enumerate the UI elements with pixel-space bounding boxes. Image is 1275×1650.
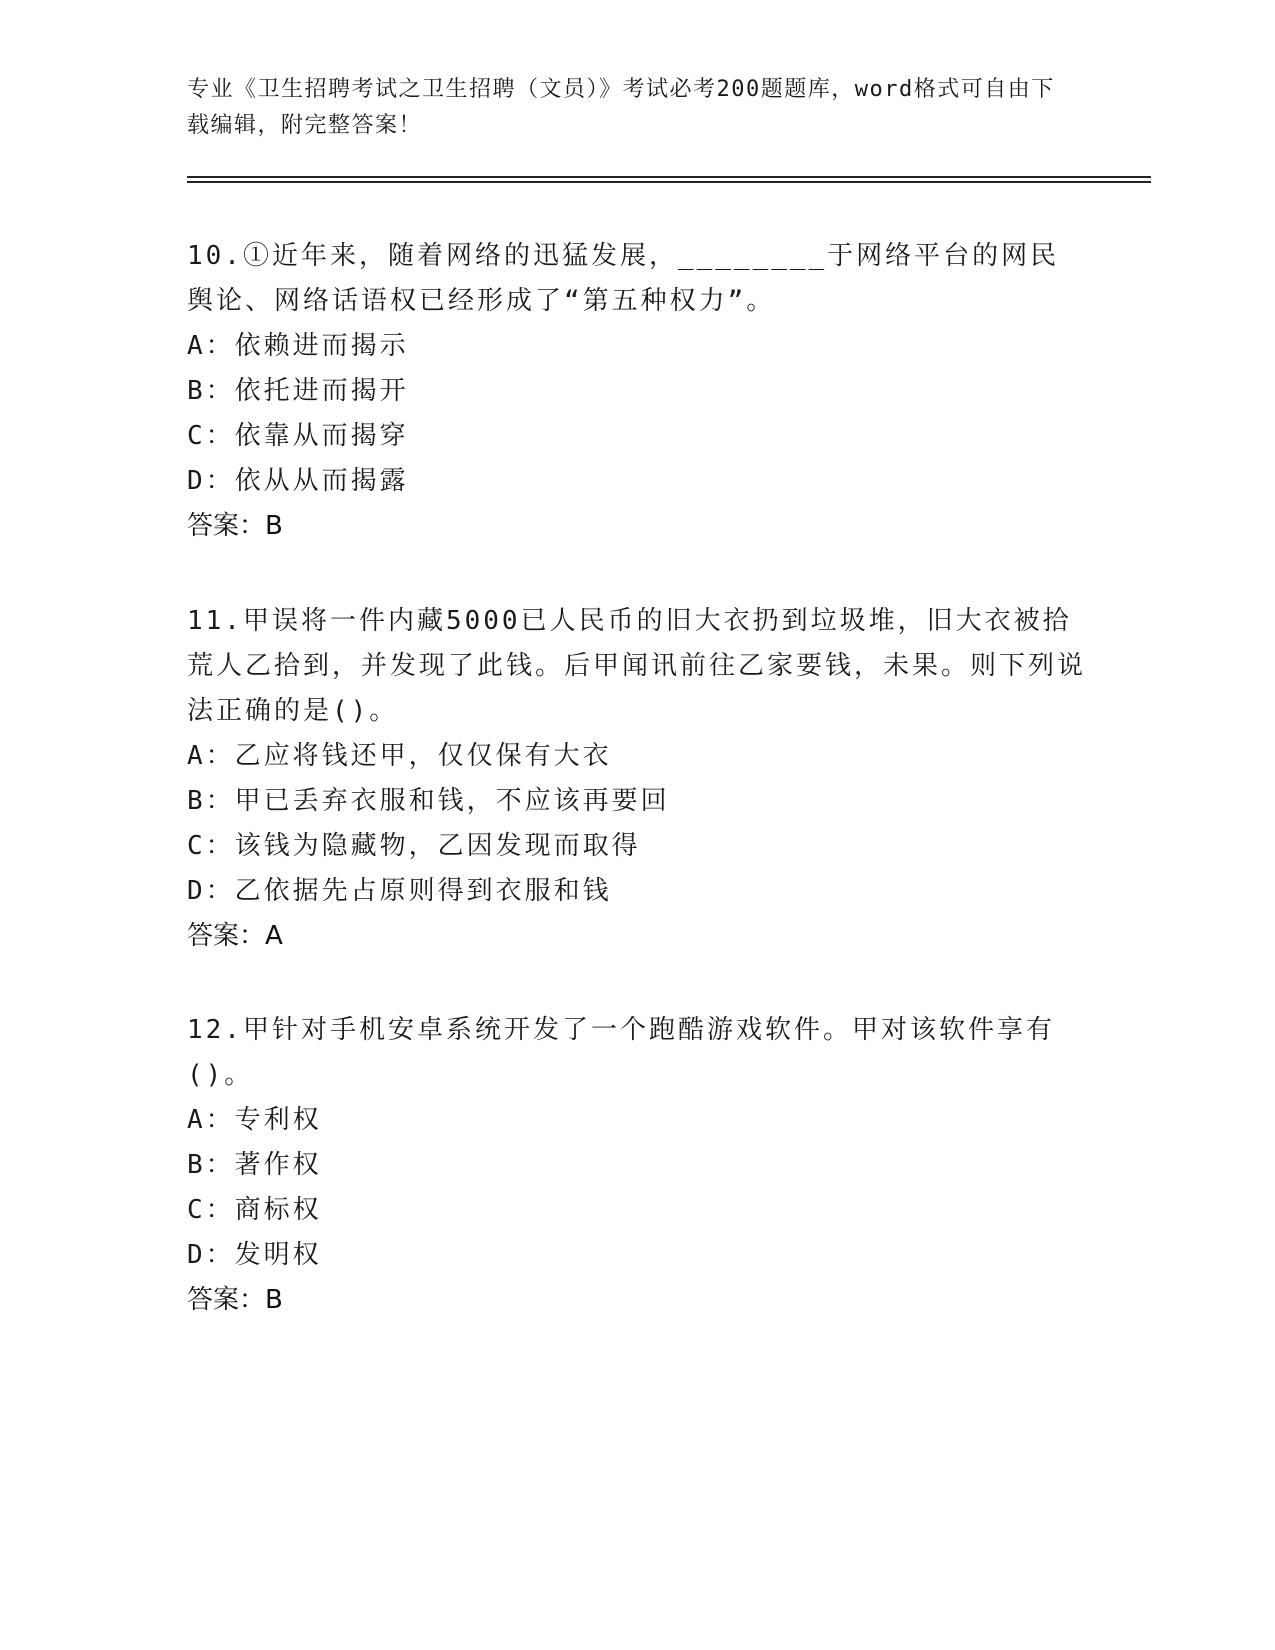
header-divider-bottom bbox=[187, 181, 1151, 183]
option-d: D：依从从而揭露 bbox=[187, 466, 409, 496]
header-divider-top bbox=[187, 176, 1151, 178]
option-c: C：商标权 bbox=[187, 1195, 322, 1225]
option-a: A：依赖进而揭示 bbox=[187, 331, 409, 361]
answer-label: 答案：A bbox=[187, 921, 283, 951]
question-stem: 11.甲误将一件内藏5000已人民币的旧大衣扔到垃圾堆，旧大衣被拾荒人乙拾到，并发现了此钱。后甲闻讯前往乙家要钱，未果。则下列说法正确的是()。 bbox=[187, 606, 1087, 726]
document-header bbox=[187, 72, 1067, 144]
question-11 bbox=[187, 599, 1087, 959]
option-d: D：发明权 bbox=[187, 1240, 322, 1270]
option-a: A：专利权 bbox=[187, 1105, 322, 1135]
option-d: D：乙依据先占原则得到衣服和钱 bbox=[187, 876, 612, 906]
option-b: B：依托进而揭开 bbox=[187, 376, 409, 406]
question-stem: 12.甲针对手机安卓系统开发了一个跑酷游戏软件。甲对该软件享有()。 bbox=[187, 1015, 1055, 1090]
option-b: B：甲已丢弃衣服和钱，不应该再要回 bbox=[187, 786, 670, 816]
question-stem: 10.①近年来，随着网络的迅猛发展，________于网络平台的网民舆论、网络话语权已经形成了“第五种权力”。 bbox=[187, 241, 1060, 316]
question-12 bbox=[187, 1008, 1087, 1323]
option-a: A：乙应将钱还甲，仅仅保有大衣 bbox=[187, 741, 612, 771]
option-b: B：著作权 bbox=[187, 1150, 322, 1180]
answer-label: 答案：B bbox=[187, 1285, 283, 1315]
question-10 bbox=[187, 234, 1087, 549]
answer-label: 答案：B bbox=[187, 511, 283, 541]
option-c: C：依靠从而揭穿 bbox=[187, 421, 409, 451]
option-c: C：该钱为隐藏物，乙因发现而取得 bbox=[187, 831, 641, 861]
header-text: 专业《卫生招聘考试之卫生招聘（文员）》考试必考200题题库，word格式可自由下载编辑，附完整答案！ bbox=[187, 77, 1055, 138]
